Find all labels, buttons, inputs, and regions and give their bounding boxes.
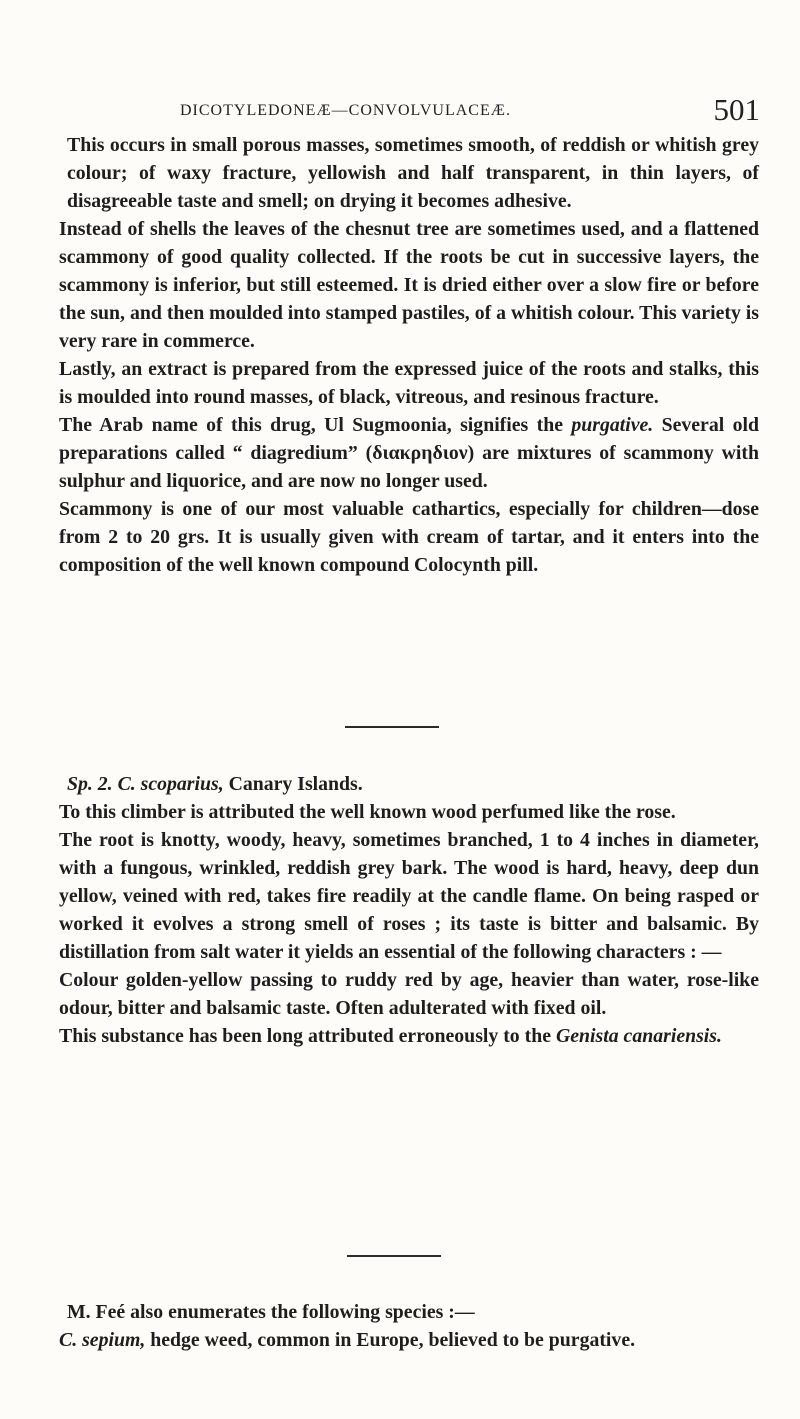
attribution-text: This substance has been long attributed erroneously to the bbox=[59, 1025, 556, 1047]
paragraph-arab-name bbox=[59, 411, 759, 495]
arab-name-rest: Several old preparations called “ diagredium” (διακρηδιον) are mixtures of scammony with sulphur and liquorice, and are now no longer used. bbox=[59, 414, 759, 492]
section-divider bbox=[345, 726, 439, 728]
paragraph-fee: M. Feé also enumerates the following species :— bbox=[67, 1301, 475, 1323]
section-divider-2 bbox=[347, 1255, 441, 1257]
paragraph-colour: Colour golden-yellow passing to ruddy red by age, heavier than water, rose-like odour, bitter and balsamic taste. Often adulterated with fixed oil. bbox=[59, 969, 759, 1019]
paragraph-chesnut-leaves: Instead of shells the leaves of the chesnut tree are sometimes used, and a flattened scammony of good quality collected. If the roots be cut in successive layers, the scammony is inferior, but still esteemed. It is dried either over a slow fire or before the sun, and then moulded into stamped pastiles, of a whitish colour. This variety is very rare in commerce. bbox=[59, 218, 759, 352]
sepium-italic: C. sepium, bbox=[59, 1329, 146, 1351]
species-label: Sp. 2. C. scoparius, bbox=[67, 773, 224, 795]
sepium-text: hedge weed, common in Europe, believed to be purgative. bbox=[145, 1329, 636, 1351]
text-block-scammony bbox=[59, 131, 759, 579]
header-title: DICOTYLEDONEÆ—CONVOLVULACEÆ. bbox=[180, 102, 511, 119]
paragraph-climber: To this climber is attributed the well known wood perfumed like the rose. bbox=[59, 801, 676, 823]
paragraph-attribution bbox=[59, 1022, 759, 1050]
paragraph-extract: Lastly, an extract is prepared from the expressed juice of the roots and stalks, this is moulded into round masses, of black, vitreous, and resinous fracture. bbox=[59, 358, 759, 408]
arab-name-text: The Arab name of this drug, Ul Sugmoonia, signifies the bbox=[59, 414, 572, 436]
text-block-species bbox=[59, 1298, 759, 1354]
running-header bbox=[180, 92, 760, 126]
species-location: Canary Islands. bbox=[223, 773, 363, 795]
species-heading bbox=[59, 770, 759, 798]
paragraph-cathartics: Scammony is one of our most valuable cathartics, especially for children—dose from 2 to 20 grs. It is usually given with cream of tartar, and it enters into the composition of the well known compound Colocynth pill. bbox=[59, 498, 759, 576]
purgative-italic: purgative. bbox=[571, 414, 654, 436]
paragraph-root: The root is knotty, woody, heavy, sometimes branched, 1 to 4 inches in diameter, with a fungous, wrinkled, reddish grey bark. The wood is hard, heavy, deep dun yellow, veined with red, takes fire readily at the candle flame. On being rasped or worked it evolves a strong smell of roses ; its taste is bitter and balsamic. By distillation from salt water it yields an essential of the following characters : — bbox=[59, 829, 759, 963]
text-block-scoparius bbox=[59, 770, 759, 1050]
paragraph-sepium bbox=[59, 1326, 759, 1354]
page-number: 501 bbox=[713, 92, 760, 127]
genista-italic: Genista canariensis. bbox=[555, 1025, 722, 1047]
paragraph-description: This occurs in small porous masses, sometimes smooth, of reddish or whitish grey colour; of waxy fracture, yellowish and half transparent, in thin layers, of disagreeable taste and smell; on drying it becomes adhesive. bbox=[67, 134, 759, 212]
